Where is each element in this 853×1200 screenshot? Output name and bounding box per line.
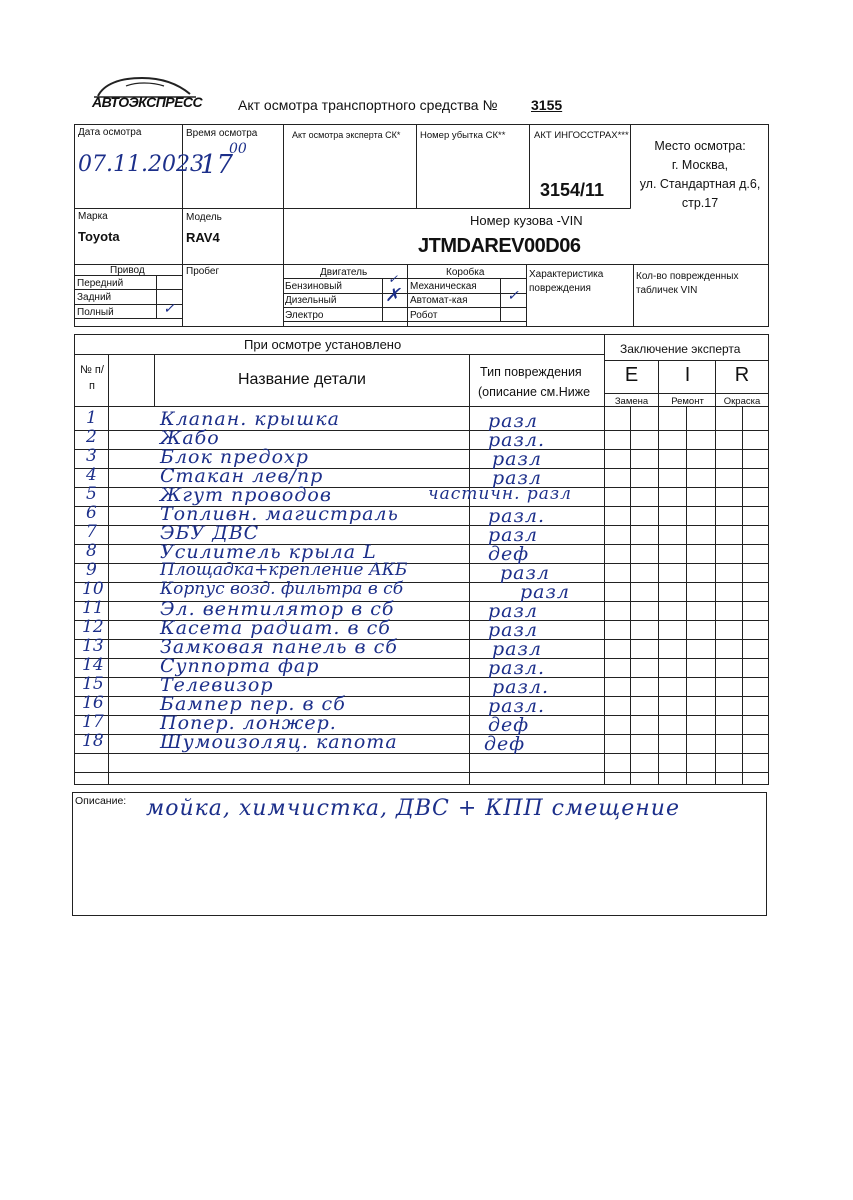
col-num-header: № п/п: [80, 364, 104, 392]
row-damage-type: разл.: [488, 505, 545, 527]
time-value: 17: [200, 150, 234, 180]
time-minutes: 00: [229, 141, 247, 157]
row-part-name: Попер. лонжер.: [160, 712, 337, 734]
row-damage-type: разл: [492, 448, 542, 470]
vin-label: Номер кузова -VIN: [470, 213, 583, 228]
row-number: 15: [82, 674, 104, 694]
engine-label: Двигатель: [320, 267, 368, 278]
vin-plates-label: Кол-во поврежденных табличек VIN: [636, 271, 739, 296]
row-number: 11: [82, 598, 104, 618]
row-number: 2: [86, 427, 97, 447]
description-label: Описание:: [75, 795, 127, 807]
row-part-name: Усилитель крыла L: [160, 541, 377, 563]
row-damage-type: разл: [500, 562, 550, 584]
col-type-header-1: Тип повреждения: [480, 365, 582, 379]
col-i-header: I: [684, 364, 691, 386]
logo-text: АВТОЭКСПРЕСС: [92, 94, 203, 110]
description-value: мойка, химчистка, ДВС + КПП смещение: [146, 796, 680, 821]
row-part-name: ЭБУ ДВС: [160, 522, 260, 544]
row-part-name: Площадка+крепление АКБ: [160, 560, 408, 580]
row-damage-type: разл: [488, 600, 538, 622]
place-street: ул. Стандартная д.6,: [639, 177, 761, 191]
date-label: Дата осмотра: [78, 127, 142, 138]
engine-diesel-cross-icon: ✗: [385, 285, 401, 306]
row-part-name: Корпус возд. фильтра в сб: [160, 579, 404, 599]
drive-option-front: Передний: [77, 278, 124, 289]
row-number: 16: [82, 693, 104, 713]
row-number: 3: [86, 446, 97, 466]
row-part-name: Шумоизоляц. капота: [160, 731, 398, 753]
row-number: 14: [82, 655, 104, 675]
row-part-name: Телевизор: [160, 674, 274, 696]
vin-value: JTMDAREV00D06: [418, 235, 581, 257]
row-damage-type: деф: [488, 714, 530, 736]
row-damage-type: разл.: [492, 676, 549, 698]
row-part-name: Жгут проводов: [160, 484, 332, 506]
loss-number-label: Номер убытка СК**: [420, 130, 506, 141]
ingos-act-value: 3154/11: [540, 180, 605, 200]
engine-petrol-check-icon: ✓: [388, 272, 399, 286]
row-part-name: Замковая панель в сб: [160, 636, 398, 658]
row-number: 13: [82, 636, 104, 656]
expert-act-label: Акт осмотра эксперта СК*: [292, 130, 401, 140]
row-number: 12: [82, 617, 104, 637]
place-city: г. Москва,: [671, 158, 729, 172]
drive-label: Привод: [110, 265, 145, 276]
row-number: 6: [86, 503, 97, 523]
engine-option-petrol: Бензиновый: [285, 281, 342, 292]
row-part-name: Блок предохр: [160, 446, 309, 468]
document-title: Акт осмотра транспортного средства №: [238, 97, 498, 113]
row-damage-type: разл: [492, 467, 542, 489]
row-number: 9: [86, 560, 97, 580]
col-r-header: R: [734, 364, 750, 386]
time-label: Время осмотра: [186, 128, 258, 139]
mileage-label: Пробег: [186, 266, 220, 277]
row-damage-type: разл: [520, 581, 570, 603]
gearbox-option-manual: Механическая: [410, 281, 477, 292]
col-name-header: Название детали: [238, 371, 366, 388]
row-part-name: Клапан. крышка: [160, 408, 340, 430]
engine-option-electric: Электро: [285, 310, 324, 321]
row-part-name: Жабо: [160, 427, 220, 449]
row-part-name: Касета радиат. в сб: [160, 617, 391, 639]
row-number: 4: [86, 465, 97, 485]
row-number: 8: [86, 541, 97, 561]
make-value: Toyota: [78, 229, 120, 244]
model-value: RAV4: [186, 230, 220, 245]
document-number: 3155: [531, 97, 563, 113]
row-number: 1: [86, 408, 97, 428]
date-value: 07.11.2023: [78, 152, 204, 177]
row-damage-type: разл: [488, 524, 538, 546]
col-i-sub-header: Ремонт: [671, 396, 704, 407]
section-title: При осмотре установлено: [244, 337, 402, 352]
place-label: Место осмотра:: [654, 139, 746, 153]
conclusion-title: Заключение эксперта: [620, 342, 741, 356]
row-number: 7: [86, 522, 97, 542]
gearbox-label: Коробка: [446, 267, 485, 278]
engine-option-diesel: Дизельный: [285, 295, 337, 306]
row-damage-type: разл.: [488, 695, 545, 717]
row-part-name: Бампер пер. в сб: [160, 693, 346, 715]
row-part-name: Топливн. магистраль: [160, 503, 399, 525]
drive-option-rear: Задний: [77, 292, 112, 303]
gearbox-option-robot: Робот: [410, 310, 438, 321]
row-damage-type: разл.: [488, 657, 545, 679]
row-part-name: Эл. вентилятор в сб: [160, 598, 395, 620]
drive-option-awd: Полный: [77, 307, 114, 318]
row-number: 18: [82, 731, 104, 751]
place-block: [632, 137, 768, 213]
row-part-name: Стакан лев/пр: [160, 465, 324, 487]
place-building: стр.17: [681, 196, 719, 210]
drive-awd-check-icon: ✓: [163, 301, 175, 317]
row-number: 5: [86, 484, 97, 504]
row-damage-type: деф: [488, 543, 530, 565]
gearbox-option-auto: Автомат-кая: [410, 295, 468, 306]
ingos-act-label: АКТ ИНГОССТРАХ***: [534, 130, 629, 141]
make-label: Марка: [78, 211, 108, 222]
row-damage-type: разл.: [488, 429, 545, 451]
damage-char-label: Характеристика повреждения: [529, 269, 604, 294]
row-number: 10: [82, 579, 104, 599]
col-type-header-2: (описание см.Ниже: [478, 385, 591, 399]
col-r-sub-header: Окраска: [723, 396, 761, 407]
row-part-name: Суппорта фар: [160, 655, 320, 677]
row-number: 17: [82, 712, 104, 732]
row-damage-type: разл: [488, 410, 538, 432]
row-damage-type: деф: [484, 733, 526, 755]
row-damage-type: разл: [488, 619, 538, 641]
gearbox-auto-check-icon: ✓: [507, 288, 519, 304]
col-e-header: E: [624, 364, 639, 386]
row-damage-type: разл: [492, 638, 542, 660]
model-label: Модель: [186, 212, 222, 223]
row-damage-type: частичн. разл: [428, 484, 572, 504]
col-e-sub-header: Замена: [614, 396, 649, 407]
